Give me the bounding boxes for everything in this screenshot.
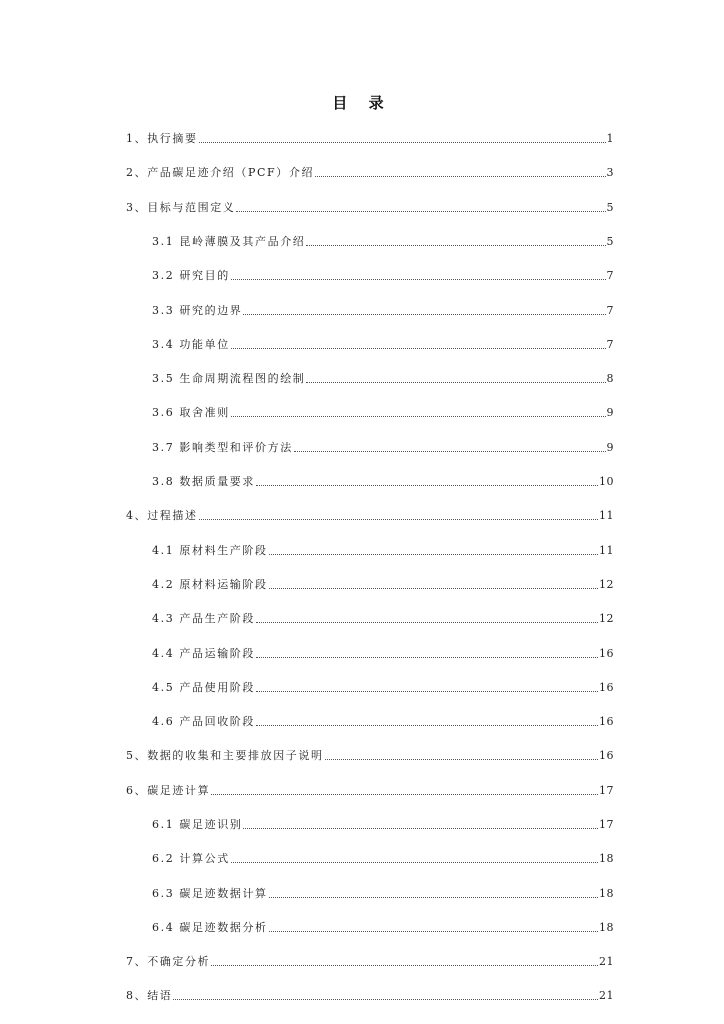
toc-entry-label: 3.3 研究的边界 [152,304,243,317]
toc-entry-page-number: 17 [599,784,614,797]
toc-entry-page-number: 5 [606,201,614,214]
dot-leader [269,931,598,932]
toc-entry-page-number: 7 [606,304,614,317]
toc-entry-label: 3.7 影响类型和评价方法 [152,441,293,454]
toc-entry-subsection[interactable] [152,610,614,626]
dot-leader [231,416,606,417]
toc-entry-label: 4.2 原材料运输阶段 [152,578,268,591]
toc-entry-label: 3.5 生命周期流程图的绘制 [152,372,306,385]
dot-leader [256,657,598,658]
toc-entry-subsection[interactable] [152,919,614,935]
toc-entry-page-number: 9 [606,406,614,419]
toc-entry-page-number: 12 [599,578,614,591]
dot-leader [315,176,605,177]
toc-entry-subsection[interactable] [152,576,614,592]
toc-entry-section[interactable] [126,164,614,180]
toc-entry-subsection[interactable] [152,816,614,832]
toc-entry-label: 1、执行摘要 [126,132,198,145]
toc-entry-label: 3.1 昆岭薄膜及其产品介绍 [152,235,306,248]
dot-leader [173,999,598,1000]
toc-entry-page-number: 16 [599,749,614,762]
toc-entry-section[interactable] [126,130,614,146]
toc-entry-label: 3.6 取舍准则 [152,406,230,419]
toc-entry-subsection[interactable] [152,267,614,283]
toc-entry-label: 6.2 计算公式 [152,852,230,865]
toc-entry-label: 8、结语 [126,989,173,1002]
toc-entry-page-number: 7 [606,338,614,351]
dot-leader [256,725,598,726]
toc-entry-section[interactable] [126,507,614,523]
toc-entry-subsection[interactable] [152,542,614,558]
toc-entry-page-number: 7 [606,269,614,282]
toc-entry-label: 4.5 产品使用阶段 [152,681,255,694]
toc-entry-subsection[interactable] [152,885,614,901]
toc-entry-page-number: 16 [599,681,614,694]
toc-entry-label: 4.3 产品生产阶段 [152,612,255,625]
toc-entry-subsection[interactable] [152,302,614,318]
dot-leader [294,451,606,452]
toc-entry-section[interactable] [126,953,614,969]
dot-leader [269,554,598,555]
dot-leader [269,588,598,589]
toc-entry-section[interactable] [126,199,614,215]
toc-entry-subsection[interactable] [152,850,614,866]
dot-leader [231,862,598,863]
toc-entry-label: 3.8 数据质量要求 [152,475,255,488]
toc-entry-label: 7、不确定分析 [126,955,211,968]
dot-leader [269,897,598,898]
toc-entry-label: 5、数据的收集和主要排放因子说明 [126,749,324,762]
dot-leader [256,691,598,692]
toc-entry-label: 4.6 产品回收阶段 [152,715,255,728]
toc-entry-label: 2、产品碳足迹介绍（PCF）介绍 [126,166,315,179]
toc-entry-subsection[interactable] [152,404,614,420]
dot-leader [243,828,598,829]
toc-entry-page-number: 10 [599,475,614,488]
toc-entry-page-number: 18 [599,921,614,934]
toc-entry-page-number: 21 [599,989,614,1002]
toc-entry-label: 6、碳足迹计算 [126,784,211,797]
toc-entry-page-number: 1 [606,132,614,145]
toc-entry-page-number: 18 [599,852,614,865]
toc-entry-page-number: 8 [606,372,614,385]
toc-entry-subsection[interactable] [152,439,614,455]
dot-leader [211,965,598,966]
toc-entry-section[interactable] [126,747,614,763]
toc-entry-label: 6.3 碳足迹数据计算 [152,887,268,900]
toc-entry-subsection[interactable] [152,473,614,489]
dot-leader [211,794,598,795]
toc-entry-label: 3.2 研究目的 [152,269,230,282]
toc-entry-page-number: 9 [606,441,614,454]
dot-leader [256,622,598,623]
toc-entry-label: 6.1 碳足迹识别 [152,818,243,831]
toc-entry-subsection[interactable] [152,645,614,661]
toc-entry-subsection[interactable] [152,679,614,695]
toc-entry-label: 3.4 功能单位 [152,338,230,351]
toc-entry-subsection[interactable] [152,336,614,352]
toc-entry-page-number: 16 [599,647,614,660]
toc-entry-section[interactable] [126,987,614,1003]
toc-entry-subsection[interactable] [152,370,614,386]
toc-entry-label: 4.1 原材料生产阶段 [152,544,268,557]
dot-leader [306,245,605,246]
toc-entry-page-number: 5 [606,235,614,248]
toc-entry-label: 4.4 产品运输阶段 [152,647,255,660]
dot-leader [325,759,598,760]
toc-entry-label: 4、过程描述 [126,509,198,522]
dot-leader [256,485,598,486]
toc-entry-page-number: 11 [599,509,614,522]
toc-title: 目 录 [332,94,392,112]
toc-entry-page-number: 11 [599,544,614,557]
toc-entry-page-number: 12 [599,612,614,625]
dot-leader [199,519,598,520]
toc-entry-subsection[interactable] [152,233,614,249]
toc-entry-page-number: 21 [599,955,614,968]
dot-leader [243,314,605,315]
toc-entry-label: 6.4 碳足迹数据分析 [152,921,268,934]
toc-entry-page-number: 3 [606,166,614,179]
toc-entry-page-number: 18 [599,887,614,900]
dot-leader [231,279,606,280]
toc-entry-page-number: 16 [599,715,614,728]
dot-leader [236,211,605,212]
toc-entry-subsection[interactable] [152,713,614,729]
dot-leader [231,348,606,349]
toc-entry-page-number: 17 [599,818,614,831]
toc-entry-section[interactable] [126,782,614,798]
toc-entry-label: 3、目标与范围定义 [126,201,236,214]
dot-leader [306,382,605,383]
dot-leader [199,142,606,143]
